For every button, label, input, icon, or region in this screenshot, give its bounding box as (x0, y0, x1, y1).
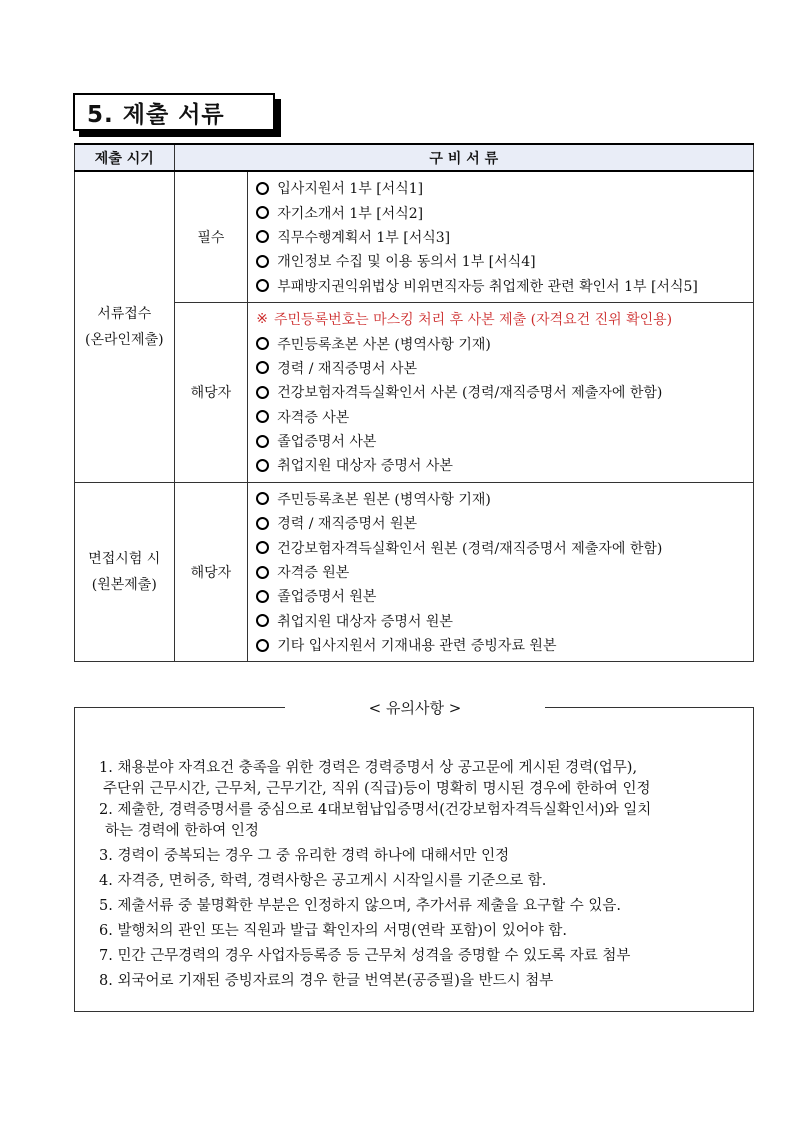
timing-line: 서류접수 (97, 305, 152, 322)
item-text: 경력 / 재직증명서 원본 (277, 516, 418, 533)
list-item (256, 356, 753, 380)
notice-line: 8. 외국어로 기재된 증빙자료의 경우 한글 번역본(공증필)을 반드시 첨부 (99, 973, 554, 989)
timing-line: (원본제출) (91, 577, 157, 594)
document-list (248, 302, 754, 482)
circle-bullet-icon (256, 410, 269, 423)
row-label: 필수 (174, 171, 248, 302)
notice-item (99, 921, 733, 942)
item-text: 자기소개서 1부 [서식2] (277, 205, 424, 222)
item-text: 직무수행계획서 1부 [서식3] (277, 229, 451, 246)
item-text: 주민등록초본 원본 (병역사항 기재) (277, 491, 491, 508)
timing-cell (75, 482, 175, 662)
notice-list (99, 758, 733, 992)
row-label: 해당자 (174, 482, 248, 662)
item-text: 졸업증명서 원본 (277, 589, 377, 606)
list-item (256, 584, 753, 608)
circle-bullet-icon (256, 279, 269, 292)
list-item (256, 200, 753, 224)
item-text: 경력 / 재직증명서 사본 (277, 360, 418, 377)
item-text: 건강보험자격득실확인서 원본 (경력/재직증명서 제출자에 한함) (277, 540, 663, 557)
item-text: 자격증 원본 (277, 565, 350, 582)
documents-table (74, 143, 754, 662)
circle-bullet-icon (256, 492, 269, 505)
document-list (248, 171, 754, 302)
circle-bullet-icon (256, 182, 269, 195)
item-text: 부패방지권익위법상 비위면직자등 취업제한 관련 확인서 1부 [서식5] (277, 278, 698, 295)
notice-item (99, 946, 733, 967)
notice-item (99, 758, 733, 800)
masking-note (256, 307, 753, 331)
list-item (256, 225, 753, 249)
notice-line: 7. 민간 근무경력의 경우 사업자등록증 등 근무처 성격을 증명할 수 있도록 자료 첨부 (99, 948, 631, 964)
item-text: 자격증 사본 (277, 409, 350, 426)
list-item (256, 535, 753, 559)
list-item (256, 560, 753, 584)
notice-item (99, 871, 733, 892)
list-item (256, 633, 753, 657)
section-title: 5. 제출 서류 (73, 93, 275, 131)
item-text: 취업지원 대상자 증명서 사본 (277, 458, 453, 475)
item-text: 취업지원 대상자 증명서 원본 (277, 613, 453, 630)
circle-bullet-icon (256, 435, 269, 448)
notice-line: 6. 발행처의 관인 또는 직원과 발급 확인자의 서명(연락 포함)이 있어야 함. (99, 923, 568, 939)
circle-bullet-icon (256, 337, 269, 350)
list-item (256, 249, 753, 273)
table-header-row (75, 144, 754, 171)
circle-bullet-icon (256, 255, 269, 268)
list-item (256, 453, 753, 477)
circle-bullet-icon (256, 206, 269, 219)
circle-bullet-icon (256, 614, 269, 627)
timing-line: 면접시험 시 (88, 551, 161, 568)
notice-title: < 유의사항 > (285, 694, 545, 720)
notice-item (99, 800, 733, 842)
circle-bullet-icon (256, 361, 269, 374)
circle-bullet-icon (256, 639, 269, 652)
document-list (248, 482, 754, 662)
circle-bullet-icon (256, 590, 269, 603)
notice-line: 5. 제출서류 중 불명확한 부분은 인정하지 않으며, 추가서류 제출을 요구할 수 있음. (99, 898, 621, 914)
list-item (256, 331, 753, 355)
notice-item (99, 896, 733, 917)
notice-line: 2. 제출한, 경력증명서를 중심으로 4대보험납입증명서(건강보험자격득실확인서)와 일치 (99, 802, 652, 818)
notice-item (99, 971, 733, 992)
notice-line: 1. 채용분야 자격요건 충족을 위한 경력은 경력증명서 상 공고문에 게시된 경력(업무), (99, 760, 638, 776)
list-item (256, 380, 753, 404)
circle-bullet-icon (256, 566, 269, 579)
header-timing: 제출 시기 (75, 144, 175, 171)
item-text: 건강보험자격득실확인서 사본 (경력/재직증명서 제출자에 한함) (277, 385, 663, 402)
list-item (256, 511, 753, 535)
circle-bullet-icon (256, 541, 269, 554)
notice-line: 하는 경력에 한하여 인정 (105, 823, 259, 839)
item-text: 주민등록초본 사본 (병역사항 기재) (277, 336, 491, 353)
list-item (256, 274, 753, 298)
circle-bullet-icon (256, 386, 269, 399)
notice-line: 3. 경력이 중복되는 경우 그 중 유리한 경력 하나에 대해서만 인정 (99, 848, 510, 864)
timing-cell (75, 171, 175, 482)
reference-mark-icon: ※ (256, 311, 268, 328)
item-text: 개인정보 수집 및 이용 동의서 1부 [서식4] (277, 254, 536, 271)
list-item (256, 405, 753, 429)
timing-line: (온라인제출) (85, 331, 164, 348)
list-item (256, 609, 753, 633)
item-text: 기타 입사지원서 기재내용 관련 증빙자료 원본 (277, 638, 557, 655)
notice-item (99, 846, 733, 867)
section-title-box (73, 93, 275, 131)
table-row (75, 482, 754, 662)
table-row (75, 302, 754, 482)
table-row (75, 171, 754, 302)
header-documents: 구 비 서 류 (174, 144, 753, 171)
note-text: 주민등록번호는 마스킹 처리 후 사본 제출 (자격요건 진위 확인용) (274, 312, 673, 329)
item-text: 입사지원서 1부 [서식1] (277, 181, 424, 198)
notice-line: 주단위 근무시간, 근무처, 근무기간, 직위 (직급)등이 명확히 명시된 경우에 한하여 인정 (103, 781, 651, 797)
notice-box (74, 698, 754, 1012)
circle-bullet-icon (256, 459, 269, 472)
list-item (256, 176, 753, 200)
circle-bullet-icon (256, 517, 269, 530)
item-text: 졸업증명서 사본 (277, 434, 377, 451)
notice-line: 4. 자격증, 면허증, 학력, 경력사항은 공고게시 시작일시를 기준으로 함. (99, 873, 547, 889)
list-item (256, 487, 753, 511)
row-label: 해당자 (174, 302, 248, 482)
circle-bullet-icon (256, 230, 269, 243)
list-item (256, 429, 753, 453)
